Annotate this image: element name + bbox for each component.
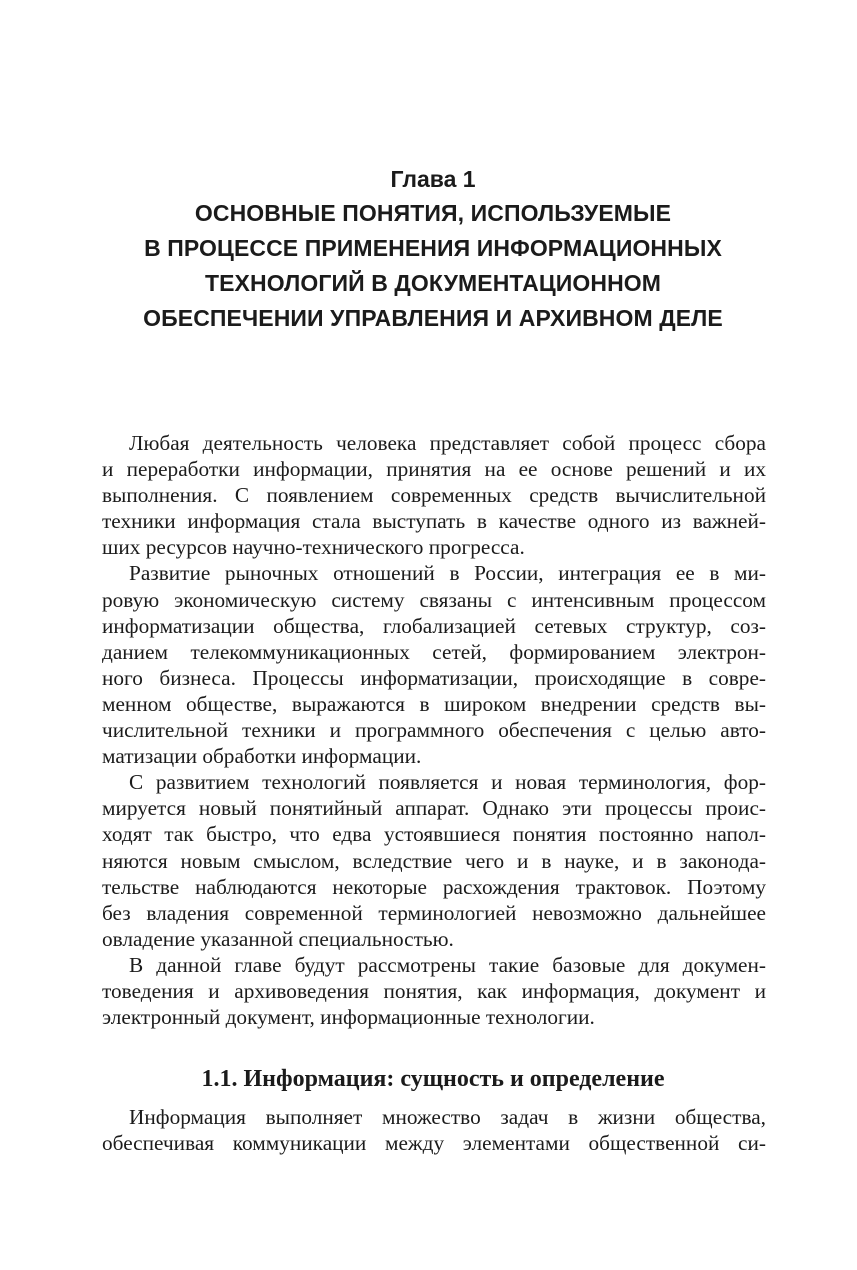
text-line: ших ресурсов научно-технического прогресса. <box>102 535 525 560</box>
section-heading: 1.1. Информация: сущность и определение <box>201 1066 665 1092</box>
text-line: ровую экономическую систему связаны с интенсивным процессом <box>102 587 766 612</box>
intro-text <box>102 430 766 1030</box>
text-line: ходят так быстро, что едва устоявшиеся понятия постоянно напол- <box>102 822 766 847</box>
text-line: тельстве наблюдаются некоторые расхождения трактовок. Поэтому <box>102 874 766 899</box>
text-line: данием телекоммуникационных сетей, формированием электрон- <box>102 639 766 664</box>
text-line: числительной техники и программного обеспечения с целью авто- <box>102 718 766 743</box>
section-text <box>102 1104 766 1156</box>
text-line: информатизации общества, глобализацией сетевых структур, соз- <box>102 613 766 638</box>
chapter-title-line: В ПРОЦЕССЕ ПРИМЕНЕНИЯ ИНФОРМАЦИОННЫХ <box>144 235 722 261</box>
text-line: выполнения. С появлением современных средств вычислительной <box>102 483 766 508</box>
text-line: матизации обработки информации. <box>102 744 422 769</box>
text-line: Развитие рыночных отношений в России, интеграция ее в ми- <box>129 561 766 586</box>
chapter-title-line: ОБЕСПЕЧЕНИИ УПРАВЛЕНИЯ И АРХИВНОМ ДЕЛЕ <box>143 305 723 331</box>
text-line: товедения и архивоведения понятия, как информация, документ и <box>102 978 766 1003</box>
chapter-title-line: ТЕХНОЛОГИЙ В ДОКУМЕНТАЦИОННОМ <box>204 270 662 296</box>
text-line: менном обществе, выражаются в широком внедрении средств вы- <box>102 691 766 716</box>
text-line: няются новым смыслом, вследствие чего и в науке, и в законода- <box>102 848 766 873</box>
text-line: техники информация стала выступать в качестве одного из важней- <box>102 509 766 534</box>
text-line: без владения современной терминологией невозможно дальнейшее <box>102 900 766 925</box>
text-line: и переработки информации, принятия на ее основе решений и их <box>102 457 766 482</box>
text-line: электронный документ, информационные технологии. <box>102 1005 595 1030</box>
text-line: В данной главе будут рассмотрены такие базовые для докумен- <box>129 952 766 977</box>
text-line: ного бизнеса. Процессы информатизации, происходящие в совре- <box>102 665 766 690</box>
text-line: С развитием технологий появляется и новая терминология, фор- <box>129 770 766 795</box>
text-line: Любая деятельность человека представляет собой процесс сбора <box>129 431 766 455</box>
text-line: мируется новый понятийный аппарат. Однако эти процессы проис- <box>102 796 766 821</box>
chapter-title-line: ОСНОВНЫЕ ПОНЯТИЯ, ИСПОЛЬЗУЕМЫЕ <box>194 200 672 226</box>
chapter-title <box>100 196 766 336</box>
chapter-number: Глава 1 <box>390 166 476 192</box>
text-line: обеспечивая коммуникации между элементами общественной си- <box>102 1131 766 1156</box>
text-line: Информация выполняет множество задач в жизни общества, <box>129 1105 766 1129</box>
text-line: овладение указанной специальностью. <box>102 926 454 951</box>
